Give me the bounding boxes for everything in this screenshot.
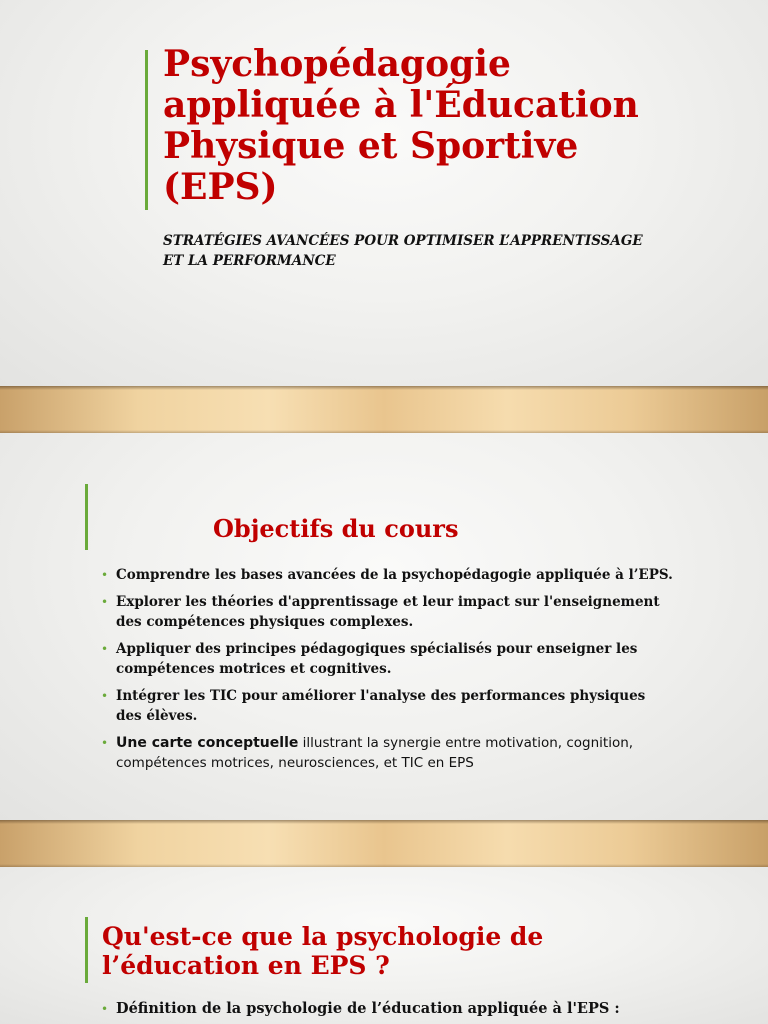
slide-3-title: [102, 922, 543, 980]
title-line: l’éducation en EPS ?: [102, 951, 390, 980]
bullet-icon: •: [101, 568, 109, 582]
bullet-text: des compétences physiques complexes.: [116, 614, 414, 630]
title-accent-bar: [145, 50, 148, 210]
slide-1-subtitle: [163, 231, 643, 271]
bullet-text: Définition de la psychologie de l’éducation appliquée à l'EPS :: [116, 1000, 620, 1017]
subtitle-line: STRATÉGIES AVANCÉES POUR OPTIMISER L’APPRENTISSAGE: [163, 233, 643, 249]
slide-1-title: [163, 44, 639, 208]
slide-2: [0, 433, 768, 820]
wood-separator: [0, 386, 768, 433]
bullet-bold-text: Une carte conceptuelle: [116, 735, 299, 751]
wood-separator: [0, 820, 768, 867]
title-line: appliquée à l'Éducation: [163, 84, 639, 126]
bullet-text: compétences motrices et cognitives.: [116, 661, 392, 677]
title-line: Qu'est-ce que la psychologie de: [102, 922, 544, 951]
objectives-list: [100, 565, 720, 780]
bullet-icon: •: [101, 642, 109, 656]
list-item: [100, 565, 720, 585]
bullet-icon: •: [101, 595, 109, 609]
bullet-text: illustrant la synergie entre motivation, cognition,: [298, 735, 634, 751]
bullet-text: Comprendre les bases avancées de la psychopédagogie appliquée à l’EPS.: [116, 567, 673, 583]
list-item: [100, 999, 720, 1019]
list-item: [100, 686, 720, 726]
slide-2-title: Objectifs du cours: [213, 514, 459, 543]
list-item: [100, 639, 720, 679]
bullet-text: Appliquer des principes pédagogiques spécialisés pour enseigner les: [116, 641, 638, 657]
list-item: [100, 592, 720, 632]
subtitle-line: ET LA PERFORMANCE: [163, 253, 336, 269]
bullet-text: Intégrer les TIC pour améliorer l'analyse des performances physiques: [116, 688, 646, 704]
title-line: Physique et Sportive: [163, 125, 579, 167]
bullet-icon: •: [101, 689, 109, 703]
slide-3: [0, 867, 768, 1024]
title-accent-bar: [85, 917, 88, 983]
bullet-icon: •: [101, 736, 109, 750]
bullet-text: Explorer les théories d'apprentissage et leur impact sur l'enseignement: [116, 594, 660, 610]
title-line: Psychopédagogie: [163, 43, 511, 85]
bullet-text: des élèves.: [116, 708, 198, 724]
bullet-icon: •: [101, 1002, 109, 1016]
title-line: (EPS): [163, 166, 278, 208]
slide-1: [0, 0, 768, 386]
title-accent-bar: [85, 484, 88, 550]
list-item: [100, 733, 720, 773]
bullet-text: compétences motrices, neurosciences, et TIC en EPS: [116, 755, 474, 771]
definition-list: [100, 999, 720, 1024]
